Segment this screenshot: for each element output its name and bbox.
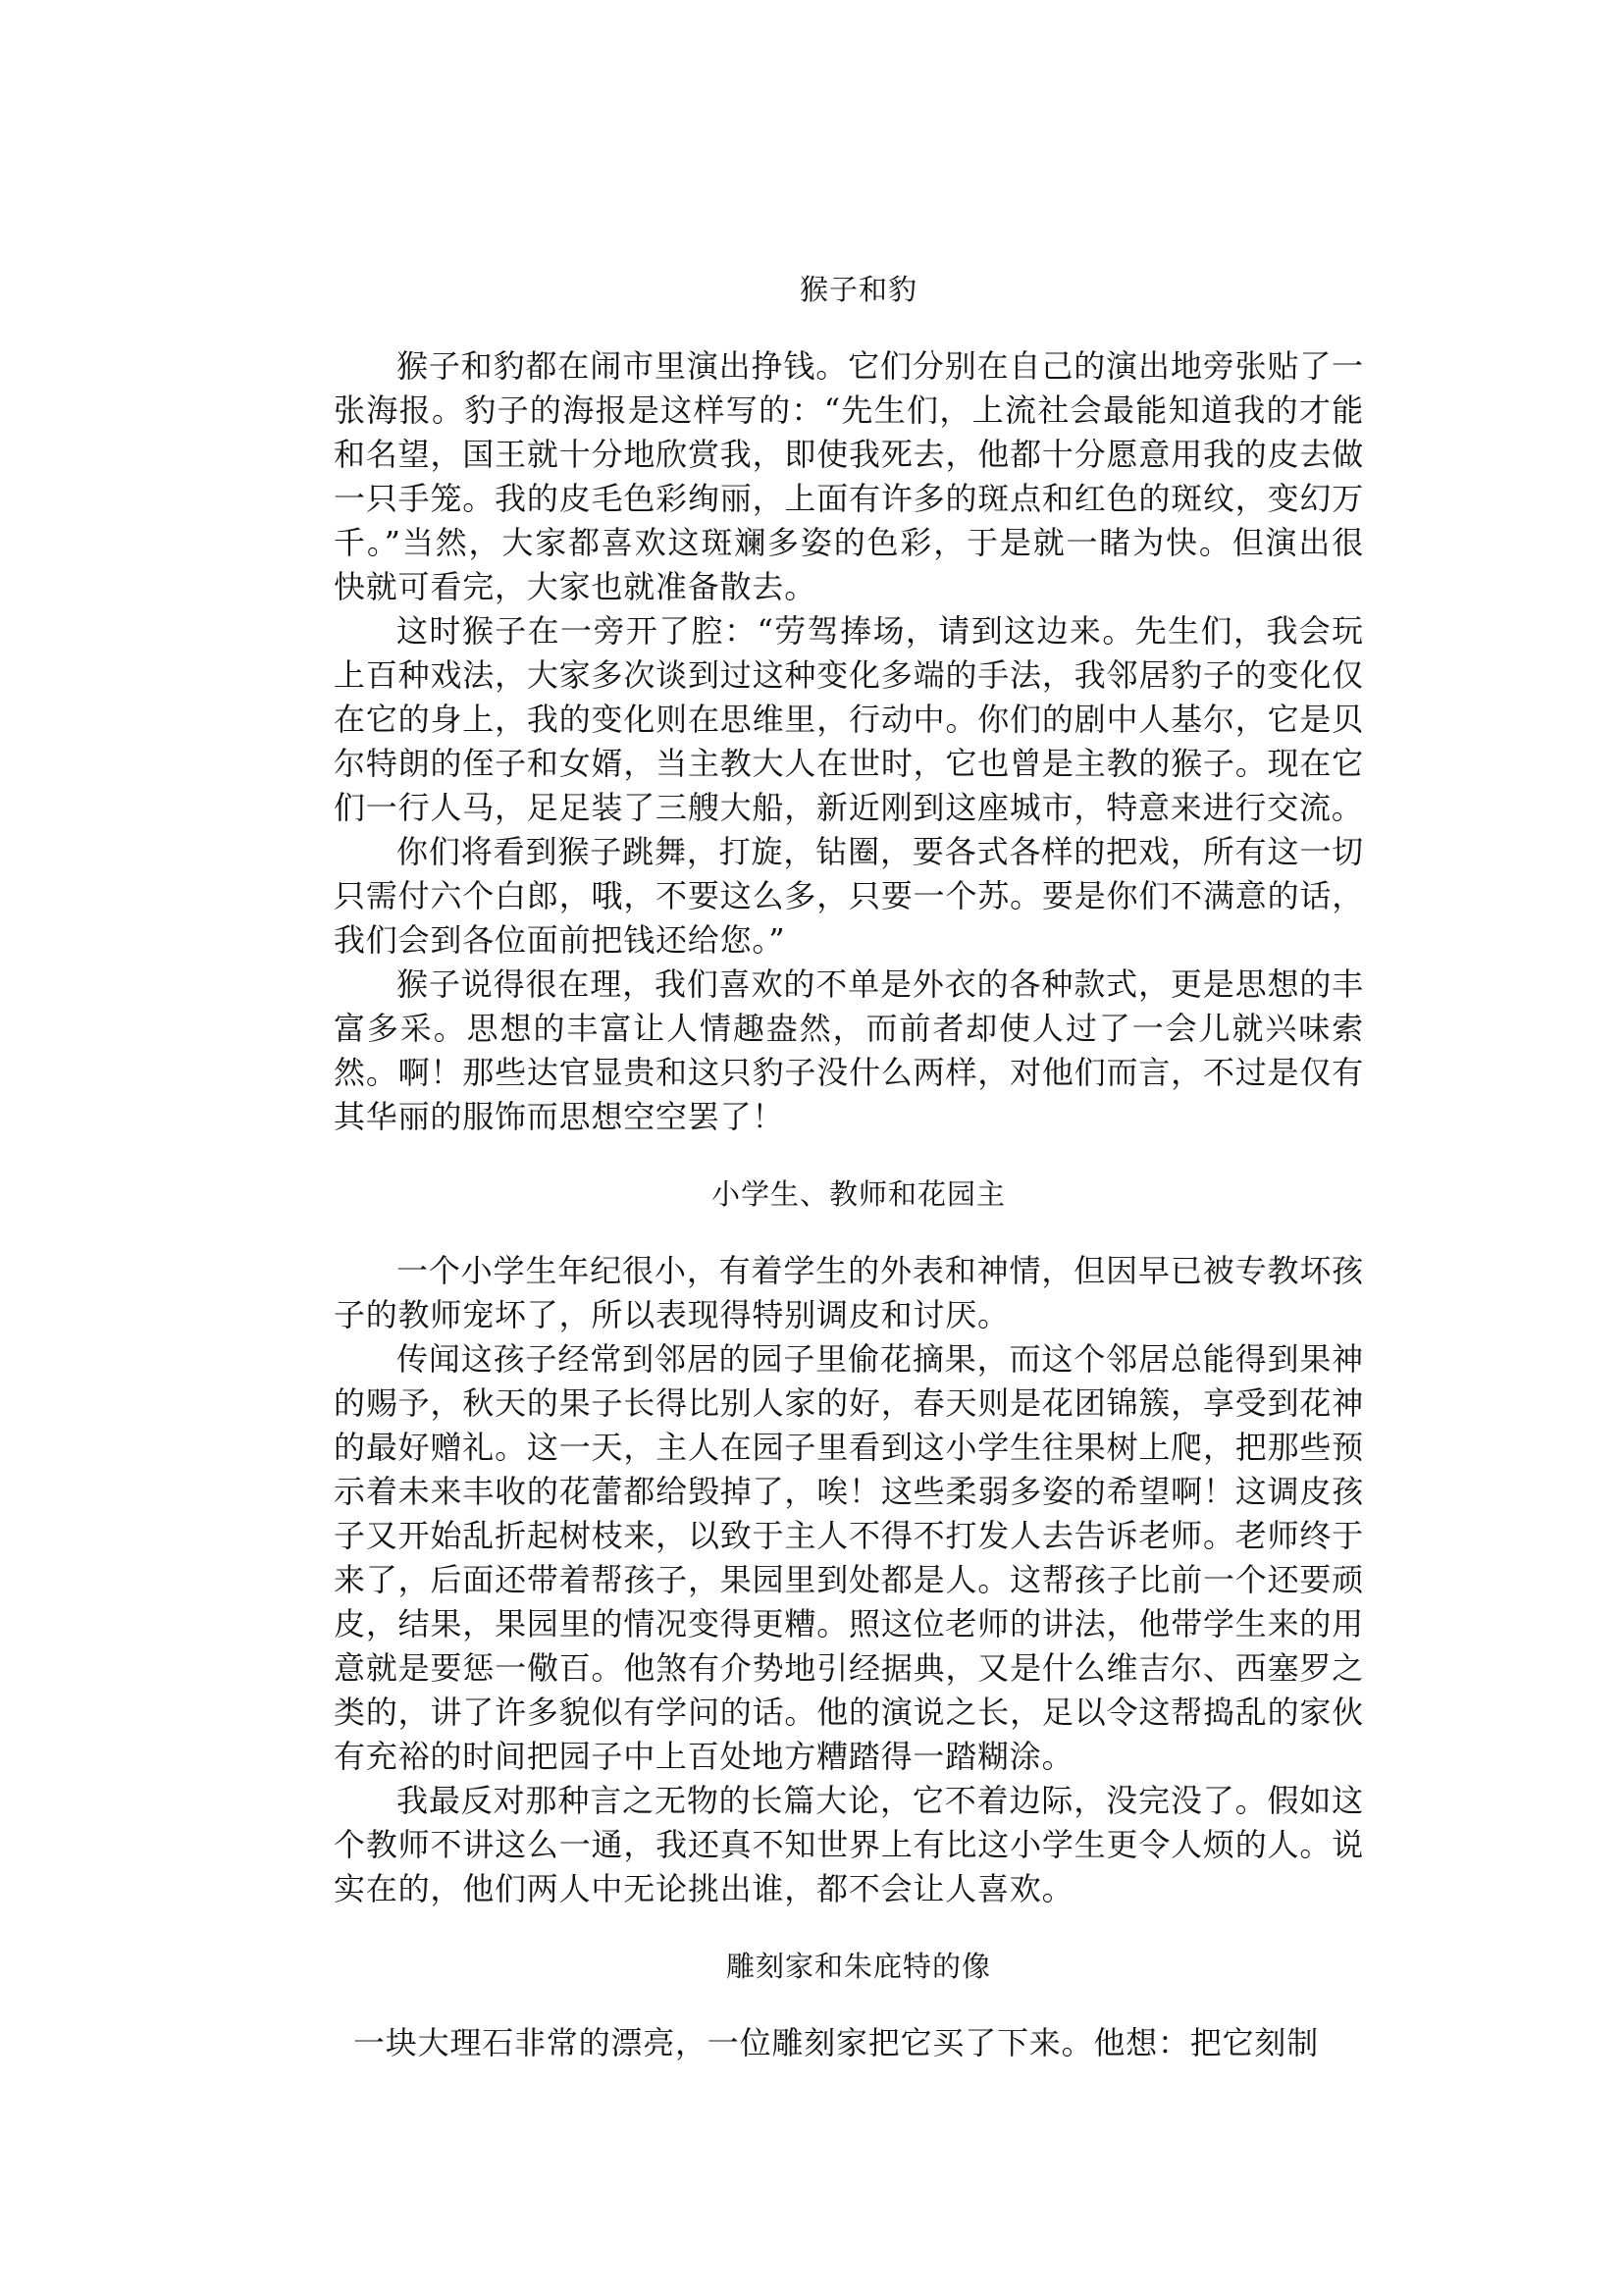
story-monkey-and-leopard	[334, 270, 1364, 1139]
paragraph: 传闻这孩子经常到邻居的园子里偷花摘果，而这个邻居总能得到果神的赐予，秋天的果子长得比别人家的好，春天则是花团锦簇，享受到花神的最好赠礼。这一天，主人在园子里看到这小学生往果树上爬，把那些预示着未来丰收的花蕾都给毁掉了，唉！这些柔弱多姿的希望啊！这调皮孩子又开始乱折起树枝来，以致于主人不得不打发人去告诉老师。老师终于来了，后面还带着帮孩子，果园里到处都是人。这帮孩子比前一个还要顽皮，结果，果园里的情况变得更糟。照这位老师的讲法，他带学生来的用意就是要惩一儆百。他煞有介势地引经据典，又是什么维吉尔、西塞罗之类的，讲了许多貌似有学问的话。他的演说之长，足以令这帮捣乱的家伙有充裕的时间把园子中上百处地方糟踏得一踏糊涂。	[334, 1340, 1364, 1775]
paragraph: 猴子说得很在理，我们喜欢的不单是外衣的各种款式，更是思想的丰富多采。思想的丰富让人情趣盎然，而前者却使人过了一会儿就兴味索然。啊！那些达官显贵和这只豹子没什么两样，对他们而言，不过是仅有其华丽的服饰而思想空空罢了！	[334, 965, 1364, 1135]
story-title: 小学生、教师和花园主	[710, 1177, 1006, 1211]
paragraph: 你们将看到猴子跳舞，打旋，钻圈，要各式各样的把戏，所有这一切只需付六个白郎，哦，不要这么多，只要一个苏。要是你们不满意的话，我们会到各位面前把钱还给您。”	[334, 833, 1364, 959]
paragraph: 一个小学生年纪很小，有着学生的外表和神情，但因早已被专教坏孩子的教师宠坏了，所以表现得特别调皮和讨厌。	[334, 1252, 1364, 1333]
story-title: 猴子和豹	[799, 273, 917, 306]
paragraph: 我最反对那种言之无物的长篇大论，它不着边际，没完没了。假如这个教师不讲这么一通，我还真不知世界上有比这小学生更令人烦的人。说实在的，他们两人中无论挑出谁，都不会让人喜欢。	[334, 1782, 1364, 1907]
story-schoolboy-teacher-gardener	[334, 1174, 1364, 1911]
story-sculptor-and-jupiter	[334, 1947, 1364, 2065]
story-title: 雕刻家和朱庇特的像	[725, 1950, 991, 1983]
paragraph: 这时猴子在一旁开了腔：“劳驾捧场，请到这边来。先生们，我会玩上百种戏法，大家多次谈到过这种变化多端的手法，我邻居豹子的变化仅在它的身上，我的变化则在思维里，行动中。你们的剧中人基尔，它是贝尔特朗的侄子和女婿，当主教大人在世时，它也曾是主教的猴子。现在它们一行人马，足足装了三艘大船，新近刚到这座城市，特意来进行交流。	[334, 612, 1364, 826]
paragraph: 猴子和豹都在闹市里演出挣钱。它们分别在自己的演出地旁张贴了一张海报。豹子的海报是这样写的：“先生们，上流社会最能知道我的才能和名望，国王就十分地欣赏我，即使我死去，他都十分愿意用我的皮去做一只手笼。我的皮毛色彩绚丽，上面有许多的斑点和红色的斑纹，变幻万千。”当然，大家都喜欢这斑斓多姿的色彩，于是就一睹为快。但演出很快就可看完，大家也就准备散去。	[334, 347, 1364, 605]
document-body	[334, 270, 1364, 2065]
paragraph: 一块大理石非常的漂亮，一位雕刻家把它买了下来。他想：把它刻制	[353, 2024, 1320, 2061]
